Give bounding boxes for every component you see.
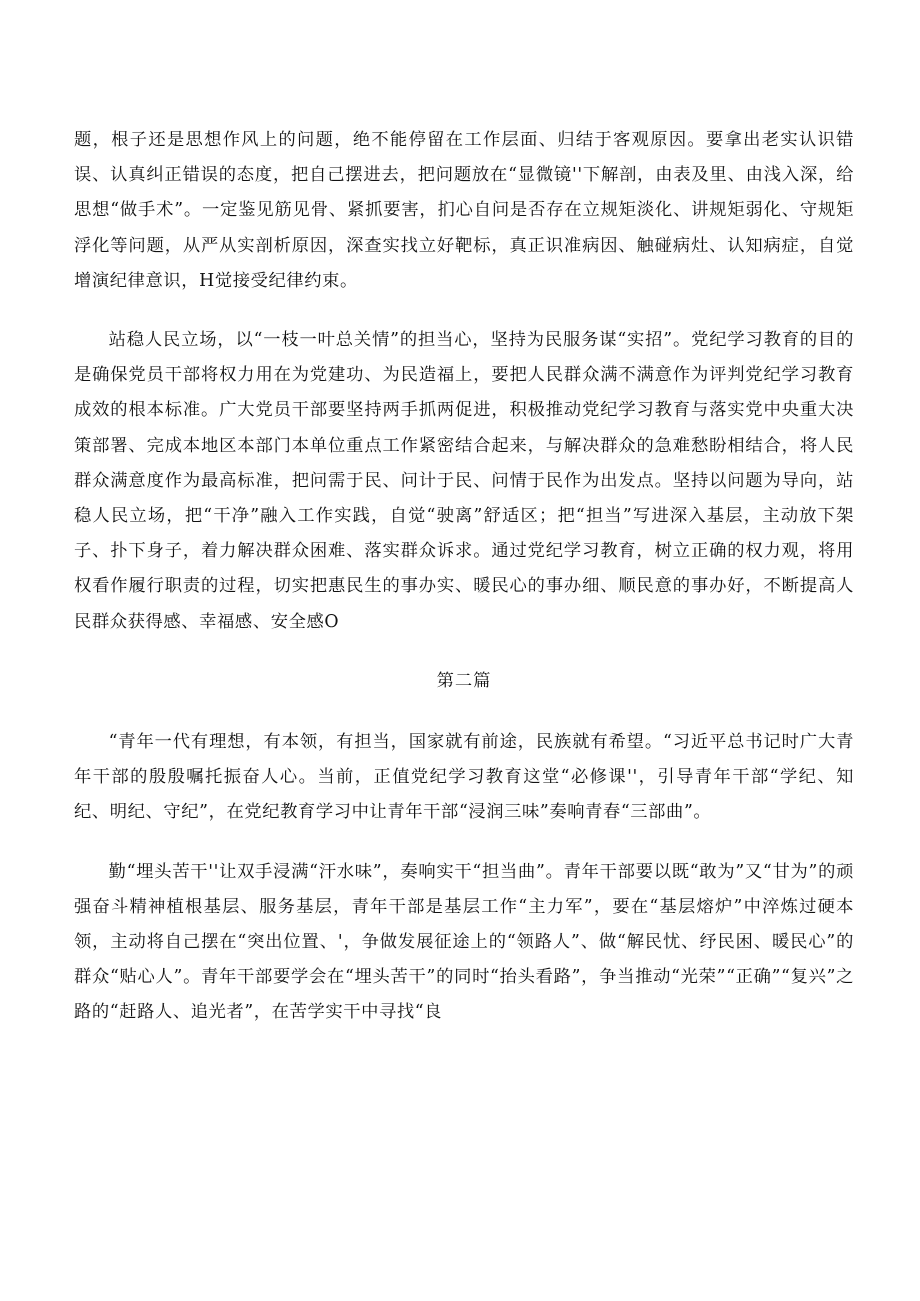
paragraph-1: 题，根子还是思想作风上的问题，绝不能停留在工作层面、归结于客观原因。要拿出老实认识错误、认真纠正错误的态度，把自己摆进去，把问题放在“显微镜''下解剖，由表及里、由浅入深，给思想“做手术”。一定鉴见筋见骨、紧抓要害，扪心自问是否存在立规矩淡化、讲规矩弱化、守规矩浮化等问题，从严从实剖析原因，深查实找立好靶标，真正识准病因、触碰病灶、认知病症，自觉增演纪律意识，H觉接受纪律约束。 (74, 130, 854, 291)
section-heading-wrap (74, 664, 854, 699)
section-title: 第二篇 (436, 670, 492, 691)
paragraph-2: 站稳人民立场，以“一枝一叶总关情”的担当心，坚持为民服务谋“实招”。党纪学习教育的目的是确保党员干部将权力用在为党建功、为民造福上，要把人民群众满不满意作为评判党纪学习教育成效的根本标准。广大党员干部要坚持两手抓两促进，积极推动党纪学习教育与落实党中央重大决策部署、完成本地区本部门本单位重点工作紧密结合起来，与解决群众的急难愁盼相结合，将人民群众满意度作为最高标准，把问需于民、问计于民、问情于民作为出发点。坚持以问题为导向，站稳人民立场，把“干净”融入工作实践，自觉“驶离”舒适区；把“担当”写进深入基层，主动放下架子、扑下身子，着力解决群众困难、落实群众诉求。通过党纪学习教育，树立正确的权力观，将用权看作履行职责的过程，切实把惠民生的事办实、暖民心的事办细、顺民意的事办好，不断提高人民群众获得感、幸福感、安全感O (74, 330, 854, 632)
document-body (74, 123, 854, 1031)
paragraph-4: 勤“埋头苦干''让双手浸满“汗水味”，奏响实干“担当曲”。青年干部要以既“敢为”又“甘为”的顽强奋斗精神植根基层、服务基层，青年干部是基层工作“主力军”，要在“基层熔炉”中淬炼过硬本领，主动将自己摆在“突出位置、'，争做发展征途上的“领路人”、做“解民忧、纾民困、暖民心”的群众“贴心人”。青年干部要学会在“埋头苦干”的同时“抬头看路”，争当推动“光荣”“正确”“复兴”之路的“赶路人、追光者”，在苦学实干中寻找“良 (74, 861, 854, 1023)
paragraph-3: “青年一代有理想，有本领，有担当，国家就有前途，民族就有希望。“习近平总书记时广大青年干部的殷殷嘱托振奋人心。当前，正值党纪学习教育这堂“必修课''，引导青年干部“学纪、知纪、明纪、守纪”，在党纪教育学习中让青年干部“浸润三味”奏响青春“三部曲”。 (74, 732, 854, 823)
